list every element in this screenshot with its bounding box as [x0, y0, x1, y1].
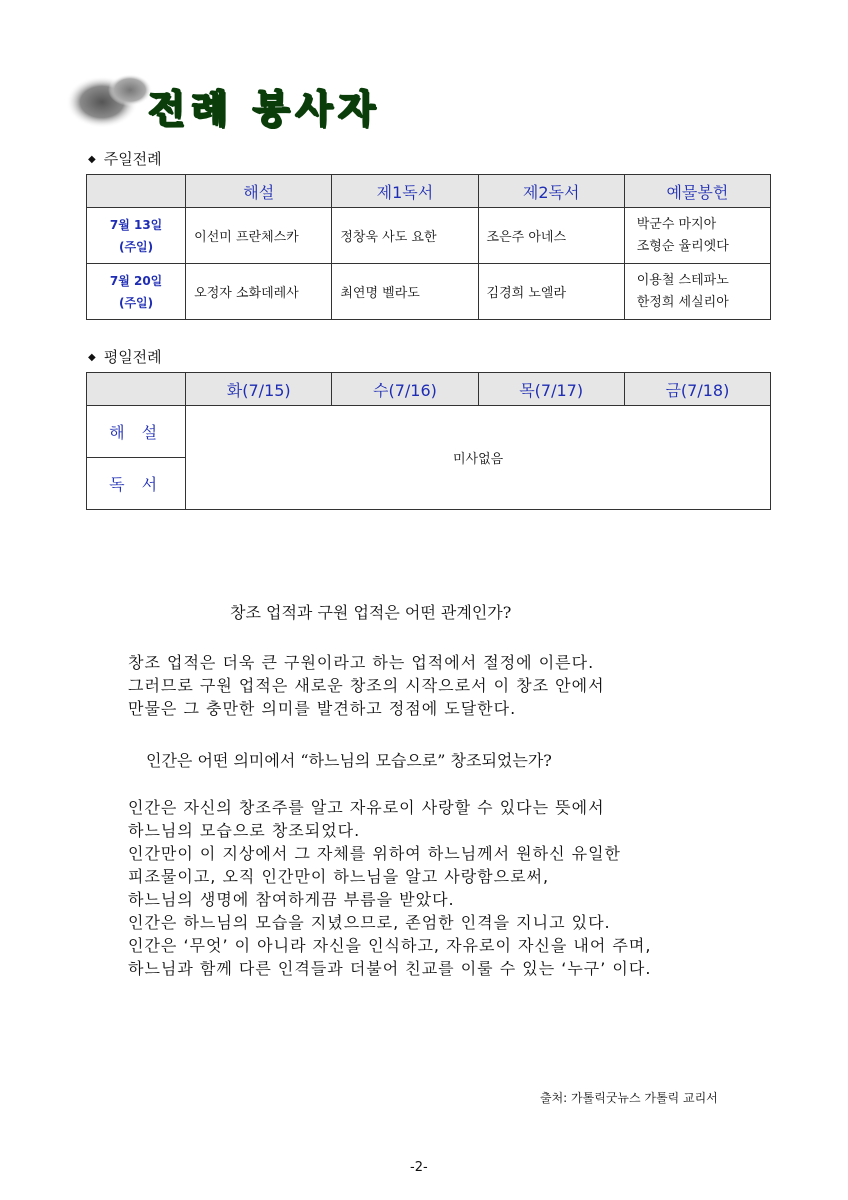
table-header-cell: 목(7/17) [478, 373, 624, 406]
question-heading: 창조 업적과 구원 업적은 어떤 관계인가? [230, 603, 512, 622]
answer-paragraph [128, 651, 605, 720]
commentary-cell: 이선미 프란체스카 [186, 208, 332, 264]
table-header-row [87, 373, 771, 406]
text-line: 인간은 하느님의 모습을 지녔으므로, 존엄한 인격을 지니고 있다. [128, 913, 611, 932]
decorative-blob-icon [66, 68, 156, 130]
table-header-cell [87, 175, 186, 208]
page-number: -2- [410, 1160, 428, 1175]
answer-paragraph [128, 796, 651, 980]
page-title: 전례 봉사자 [148, 87, 381, 131]
weekday-section-label: ◆ 평일전례 [88, 348, 162, 366]
text-line: 그러므로 구원 업적은 새로운 창조의 시작으로서 이 창조 안에서 [128, 676, 605, 695]
table-header-cell: 제2독서 [478, 175, 624, 208]
role-cell-commentary: 해 설 [87, 406, 186, 458]
reading2-cell: 김경희 노엘라 [478, 264, 624, 320]
table-row [87, 208, 771, 264]
text-line: 만물은 그 충만한 의미를 발견하고 정점에 도달한다. [128, 699, 517, 718]
text-line: 인간만이 이 지상에서 그 자체를 위하여 하느님께서 원하신 유일한 [128, 844, 622, 863]
text-line: 하느님의 생명에 참여하게끔 부름을 받았다. [128, 890, 455, 909]
table-header-cell: 예물봉헌 [624, 175, 770, 208]
text-line: 피조물이고, 오직 인간만이 하느님을 알고 사랑함으로써, [128, 867, 550, 886]
text-line: 하느님의 모습으로 창조되었다. [128, 821, 361, 840]
source-citation: 출처: 가톨릭굿뉴스 가톨릭 교리서 [540, 1091, 718, 1105]
question-heading: 인간은 어떤 의미에서 “하느님의 모습으로” 창조되었는가? [146, 751, 552, 770]
offering-cell: 박군수 마지아 조형순 율리엣다 [624, 208, 770, 264]
table-header-cell: 제1독서 [332, 175, 478, 208]
table-row [87, 406, 771, 458]
sunday-schedule-table [86, 174, 771, 320]
table-header-cell: 화(7/15) [186, 373, 332, 406]
text-line: 창조 업적은 더욱 큰 구원이라고 하는 업적에서 절정에 이른다. [128, 653, 595, 672]
text-line: 인간은 자신의 창조주를 알고 자유로이 사랑할 수 있다는 뜻에서 [128, 798, 605, 817]
table-header-cell [87, 373, 186, 406]
no-mass-cell: 미사없음 [186, 406, 771, 510]
reading1-cell: 정창욱 사도 요한 [332, 208, 478, 264]
table-header-cell: 수(7/16) [332, 373, 478, 406]
text-line: 인간은 ‘무엇’ 이 아니라 자신을 인식하고, 자유로이 자신을 내어 주며, [128, 936, 652, 955]
date-cell: 7월 13일 (주일) [87, 208, 186, 264]
offering-cell: 이용철 스테파노 한정희 세실리아 [624, 264, 770, 320]
table-header-cell: 금(7/18) [624, 373, 770, 406]
date-cell: 7월 20일 (주일) [87, 264, 186, 320]
reading2-cell: 조은주 아네스 [478, 208, 624, 264]
diamond-bullet-icon: ◆ [88, 154, 96, 165]
commentary-cell: 오정자 소화데레사 [186, 264, 332, 320]
role-cell-reading: 독 서 [87, 458, 186, 510]
text-line: 하느님과 함께 다른 인격들과 더불어 친교를 이룰 수 있는 ‘누구’ 이다. [128, 959, 652, 978]
table-row [87, 264, 771, 320]
table-header-row [87, 175, 771, 208]
weekday-schedule-table [86, 372, 771, 510]
page-header [66, 68, 386, 130]
sunday-section-label: ◆ 주일전례 [88, 150, 162, 168]
diamond-bullet-icon: ◆ [88, 352, 96, 363]
reading1-cell: 최연명 벨라도 [332, 264, 478, 320]
table-header-cell: 해설 [186, 175, 332, 208]
